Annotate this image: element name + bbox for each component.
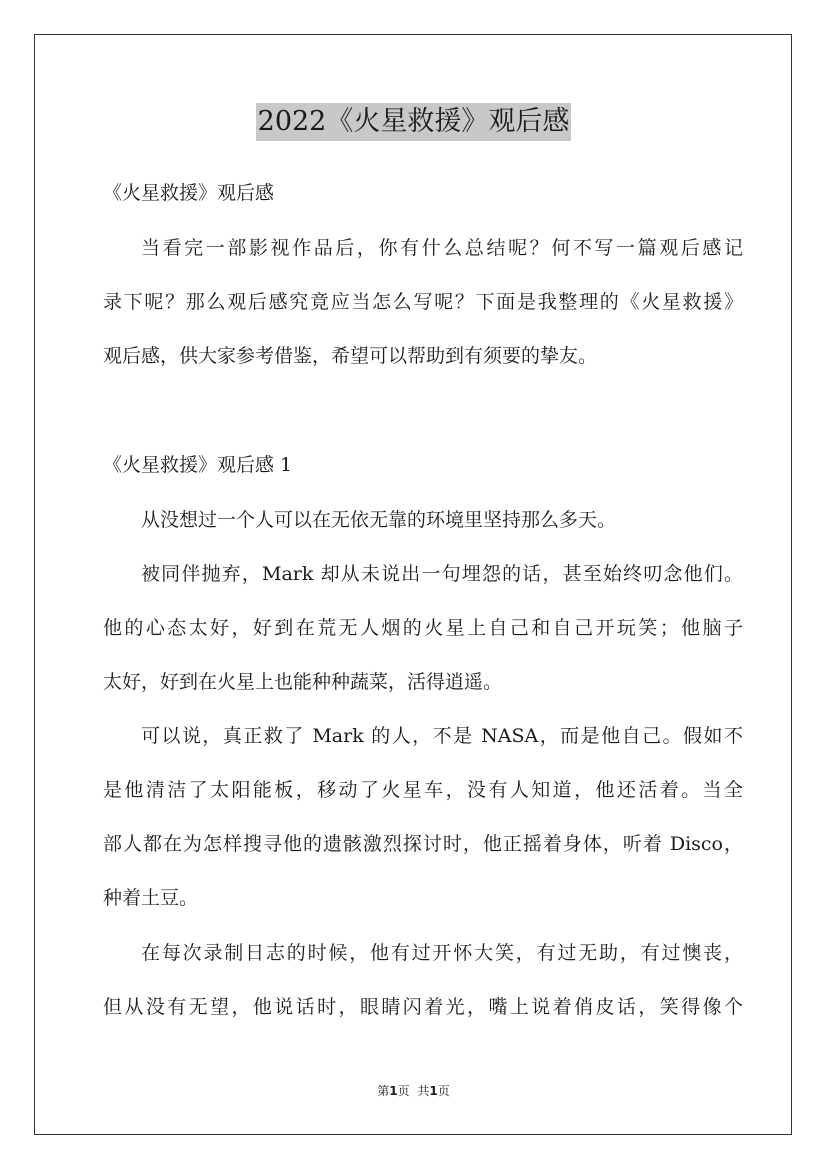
paragraph-line: 被同伴抛弃，Mark 却从未说出一句埋怨的话，甚至始终叨念他们。 — [141, 563, 743, 585]
paragraph-line: 录下呢？那么观后感究竟应当怎么写呢？下面是我整理的《火星救援》 — [103, 291, 743, 313]
paragraph-line: 他的心态太好，好到在荒无人烟的火星上自己和自己开玩笑；他脑子 — [103, 617, 743, 639]
page-number: 1 — [389, 1084, 398, 1098]
total-pages: 1 — [429, 1084, 438, 1098]
total-label-suffix: 页 — [437, 1084, 450, 1098]
paragraph-line: 但从没有无望，他说话时，眼睛闪着光，嘴上说着俏皮话，笑得像个 — [103, 996, 743, 1018]
paragraph-line: 种着土豆。 — [103, 887, 199, 909]
document-title: 2022《火星救援》观后感 — [256, 103, 572, 141]
paragraph-line: 部人都在为怎样搜寻他的遗骸激烈探讨时，他正摇着身体，听着 Disco， — [103, 833, 743, 855]
title-container — [0, 103, 827, 141]
paragraph-line: 是他清洁了太阳能板，移动了火星车，没有人知道，他还活着。当全 — [103, 779, 743, 801]
paragraph-line: 可以说，真正救了 Mark 的人，不是 NASA，而是他自己。假如不 — [141, 725, 743, 747]
total-label-prefix: 共 — [417, 1084, 430, 1098]
paragraph-line: 当看完一部影视作品后，你有什么总结呢？何不写一篇观后感记 — [141, 237, 743, 259]
paragraph-line: 在每次录制日志的时候，他有过开怀大笑，有过无助，有过懊丧， — [141, 942, 743, 964]
paragraph-line: 观后感，供大家参考借鉴，希望可以帮助到有须要的挚友。 — [103, 345, 598, 367]
page-label-suffix: 页 — [397, 1084, 410, 1098]
section-heading-intro: 《火星救援》观后感 — [103, 182, 275, 204]
paragraph-line: 太好，好到在火星上也能种种蔬菜，活得逍遥。 — [103, 671, 503, 693]
paragraph-line: 从没想过一个人可以在无依无靠的环境里坚持那么多天。 — [141, 509, 617, 531]
section-heading-1: 《火星救援》观后感 1 — [103, 454, 293, 476]
page-footer — [0, 1083, 827, 1099]
page-label-prefix: 第 — [377, 1084, 390, 1098]
